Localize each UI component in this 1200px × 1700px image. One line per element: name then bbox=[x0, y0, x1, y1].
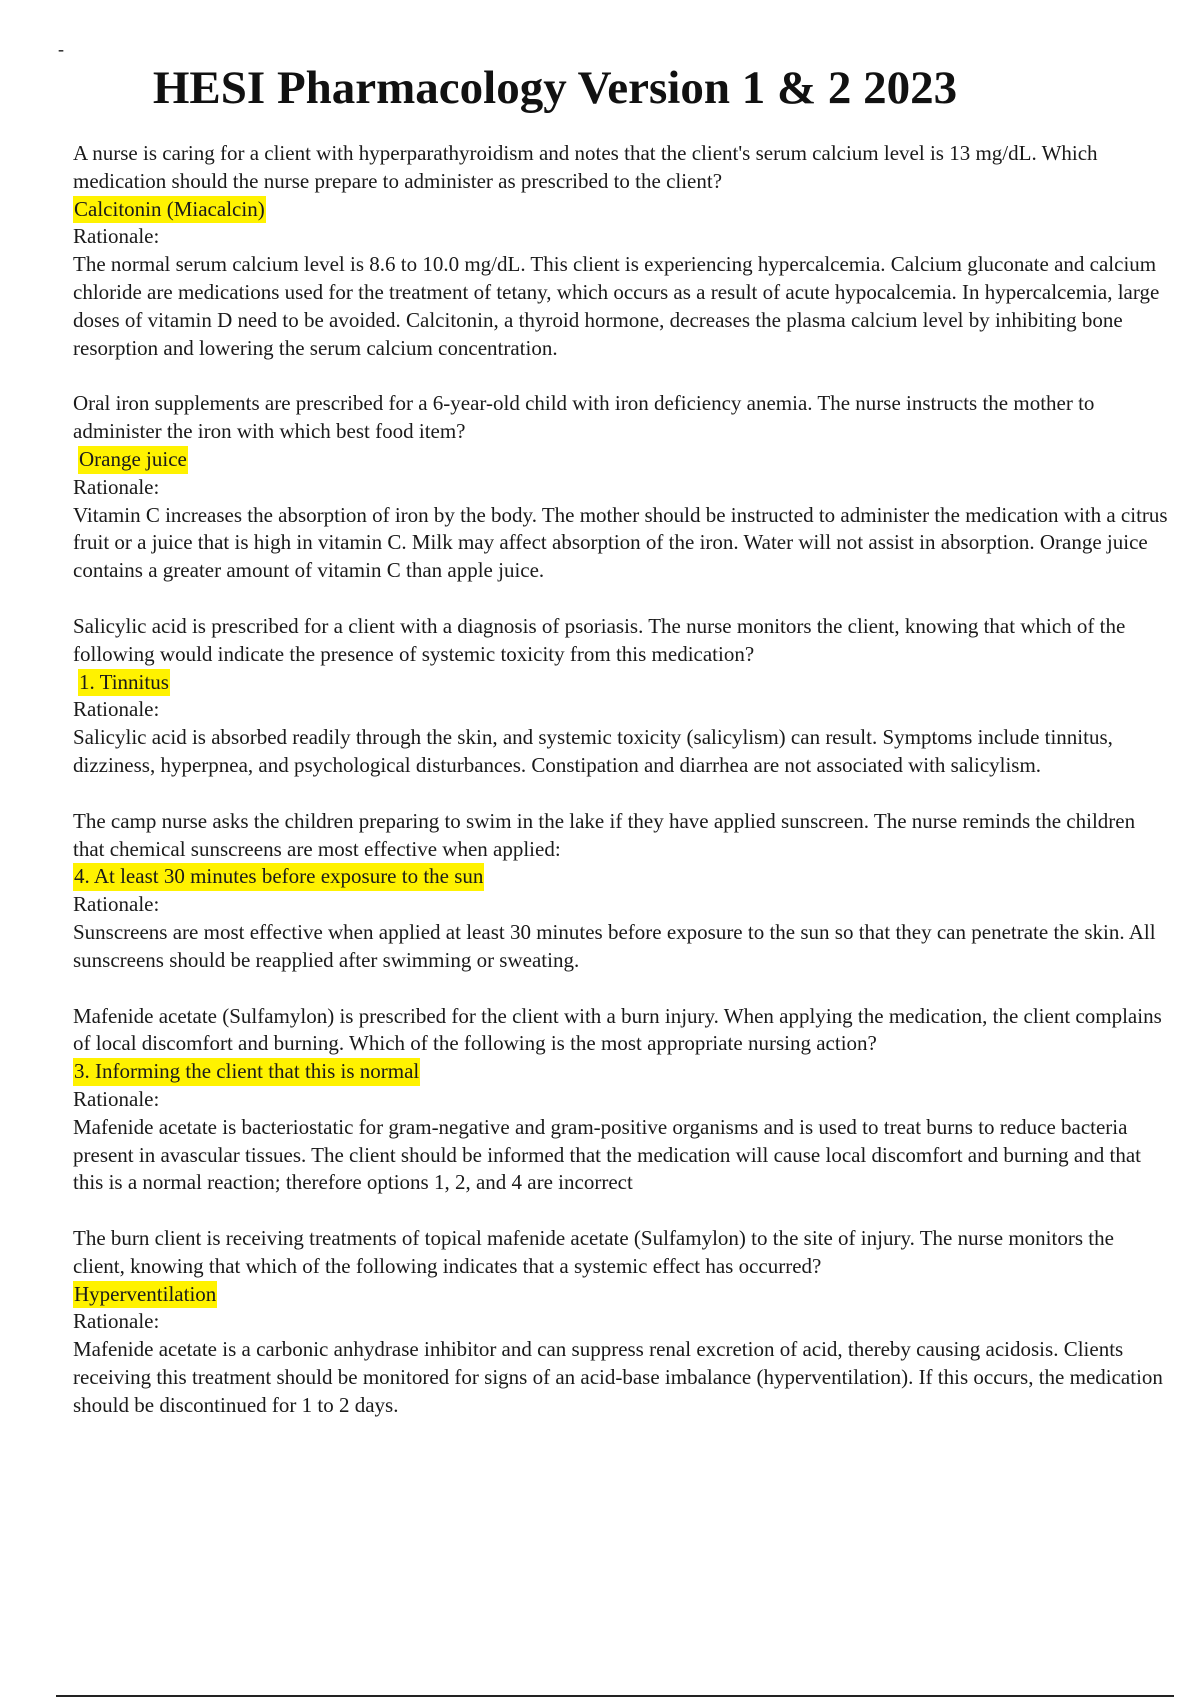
qa-item-1 bbox=[73, 140, 1168, 362]
highlighted-answer: Calcitonin (Miacalcin) bbox=[73, 196, 266, 224]
question-text: Salicylic acid is prescribed for a client with a diagnosis of psoriasis. The nurse monitors the client, knowing that which of the following would indicate the presence of systemic toxicity from this medication? bbox=[73, 613, 1126, 666]
qa-item-4 bbox=[73, 808, 1168, 975]
question-text: The burn client is receiving treatments of topical mafenide acetate (Sulfamylon) to the site of injury. The nurse monitors the client, knowing that which of the following indicates that a systemic effect has occurred? bbox=[73, 1226, 1114, 1278]
rationale-label: Rationale: bbox=[73, 1309, 160, 1334]
rationale-text: Mafenide acetate is a carbonic anhydrase inhibitor and can suppress renal excretion of acid, thereby causing acidosis. Clients receiving this treatment should be monitored for signs of an acid-base imbalance (hyperventilation). If this occurs, the medication should be discontinued for 1 to 2 days. bbox=[73, 1337, 1163, 1417]
footer-divider bbox=[56, 1695, 1174, 1697]
rationale-label: Rationale: bbox=[73, 892, 160, 917]
rationale-text: Sunscreens are most effective when applied at least 30 minutes before exposure to the sun so that they can penetrate the skin. All sunscreens should be reapplied after swimming or sweating. bbox=[73, 919, 1156, 972]
rationale-label: Rationale: bbox=[73, 697, 160, 722]
rationale-text: Mafenide acetate is bacteriostatic for gram-negative and gram-positive organisms and is used to treat burns to reduce bacteria present in avascular tissues. The client should be informed that the medication will cause local discomfort and burning and that this is a normal reaction; therefore options 1, 2, and 4 are incorrect bbox=[73, 1114, 1141, 1195]
highlighted-answer: 1. Tinnitus bbox=[78, 669, 170, 697]
highlighted-answer: Hyperventilation bbox=[73, 1281, 217, 1309]
rationale-text: Vitamin C increases the absorption of iron by the body. The mother should be instructed to administer the medication with a citrus fruit or a juice that is high in vitamin C. Milk may affect absorption of the iron. Water will not assist in absorption. Orange juice contains a greater amount of vitamin C than apple juice. bbox=[73, 502, 1168, 583]
rationale-label: Rationale: bbox=[73, 224, 160, 249]
qa-item-5 bbox=[73, 1003, 1168, 1198]
rationale-label: Rationale: bbox=[73, 1086, 160, 1111]
rationale-text: Salicylic acid is absorbed readily through the skin, and systemic toxicity (salicylism) can result. Symptoms include tinnitus, dizziness, hyperpnea, and psychological disturbances. Constipation and diarrhea are not associated with salicylism. bbox=[73, 725, 1113, 777]
highlighted-answer: 3. Informing the client that this is normal bbox=[73, 1058, 420, 1086]
qa-item-2 bbox=[73, 390, 1168, 585]
question-text: A nurse is caring for a client with hyperparathyroidism and notes that the client's serum calcium level is 13 mg/dL. Which medication should the nurse prepare to administer as prescribed to the client? bbox=[73, 141, 1098, 193]
qa-item-6 bbox=[73, 1225, 1168, 1420]
question-text: Mafenide acetate (Sulfamylon) is prescribed for the client with a burn injury. When applying the medication, the client complains of local discomfort and burning. Which of the following is the most appropriate nursing action? bbox=[73, 1003, 1162, 1056]
qa-item-3 bbox=[73, 613, 1168, 780]
page-title: HESI Pharmacology Version 1 & 2 2023 bbox=[152, 62, 958, 114]
highlighted-answer: 4. At least 30 minutes before exposure to the sun bbox=[73, 863, 484, 891]
qa-list bbox=[73, 140, 1168, 1448]
question-text: Oral iron supplements are prescribed for a 6-year-old child with iron deficiency anemia. The nurse instructs the mother to administer the iron with which best food item? bbox=[73, 391, 1095, 444]
question-text: The camp nurse asks the children preparing to swim in the lake if they have applied sunscreen. The nurse reminds the children that chemical sunscreens are most effective when applied: bbox=[73, 808, 1136, 861]
highlighted-answer: Orange juice bbox=[78, 446, 188, 474]
rationale-text: The normal serum calcium level is 8.6 to 10.0 mg/dL. This client is experiencing hypercalcemia. Calcium gluconate and calcium chloride are medications used for the treatment of tetany, which occurs as a result of acute hypocalcemia. In hypercalcemia, large doses of vitamin D need to be avoided. Calcitonin, a thyroid hormone, decreases the plasma calcium level by inhibiting bone resorption and lowering the serum calcium concentration. bbox=[73, 252, 1160, 360]
rationale-label: Rationale: bbox=[73, 474, 160, 499]
page-dash-mark: - bbox=[58, 39, 64, 59]
